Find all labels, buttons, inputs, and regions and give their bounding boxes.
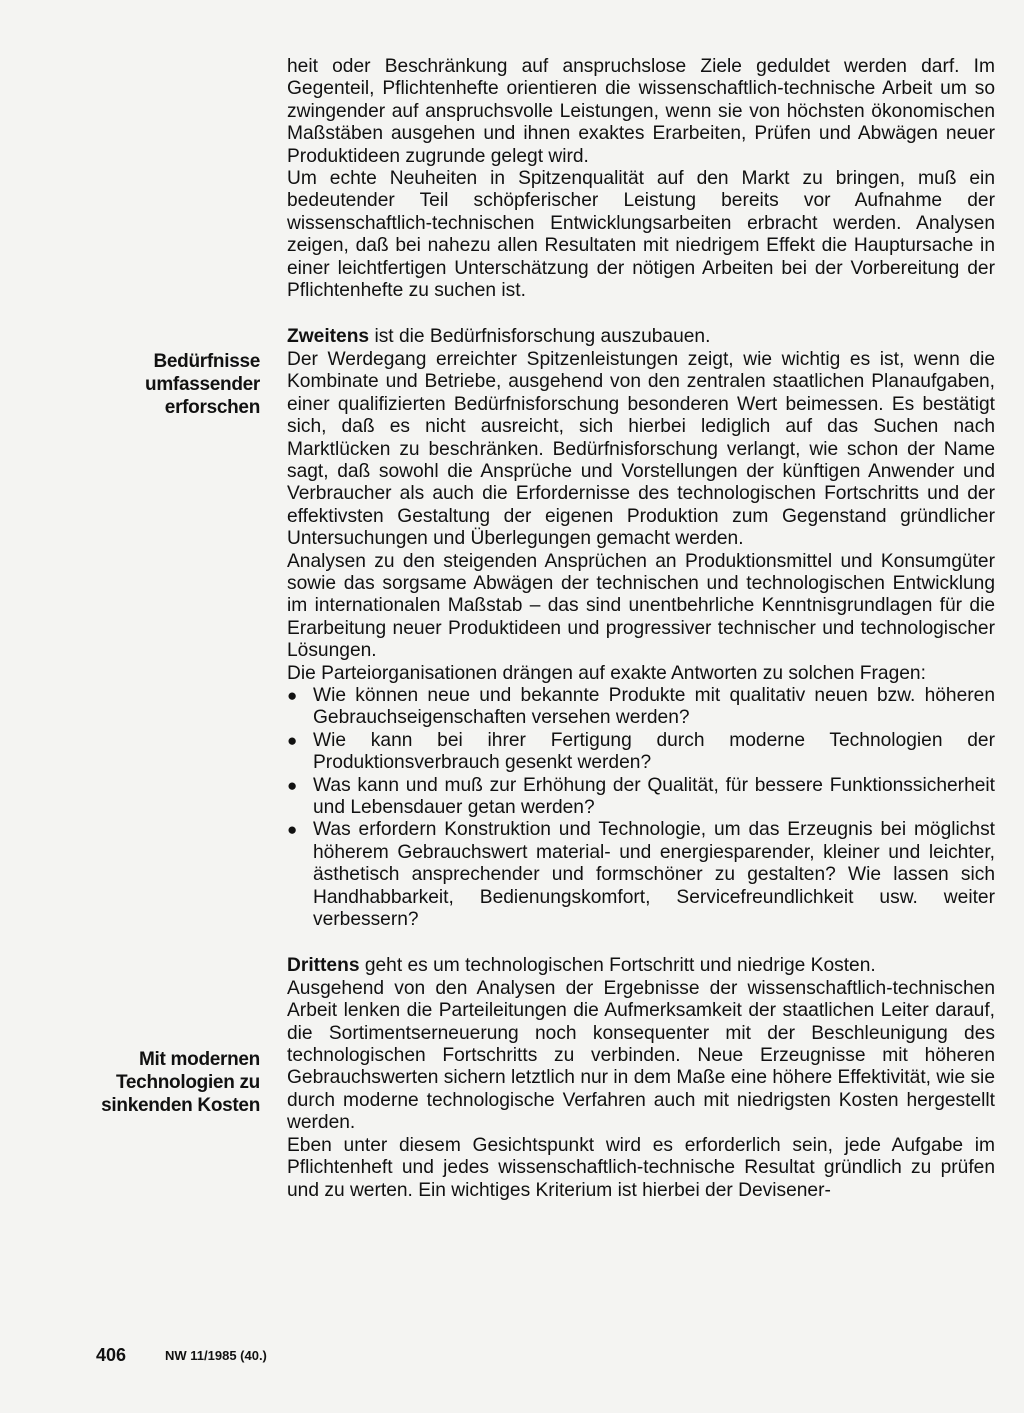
section-three-lead: Drittens (287, 955, 360, 977)
question-list (287, 685, 995, 931)
question-text: Wie kann bei ihrer Fertigung durch moderne Technologien der Produktionsverbrauch gesenkt werden? (313, 729, 995, 774)
margin-note-modern-technologies (100, 1048, 260, 1117)
margin-note-line: umfassender (145, 374, 260, 395)
bullet-icon: ● (287, 730, 298, 750)
bullet-icon: ● (287, 820, 298, 840)
page-number: 406 (96, 1345, 127, 1365)
paragraph-4: Der Werdegang erreichter Spitzenleistungen zeigt, wie wichtig es ist, wenn die Kombinate und Betriebe, ausgehend von den zentralen staatlichen Planaufgaben, einer qualifizierten Bedürfnisforschung besonderen Wert beimessen. Es bestätigt sich, daß es nicht ausreicht, sich hierbei lediglich auf das Suchen nach Marktlücken zu beschränken. Bedürfnisforschung verlangt, wie schon der Name sagt, daß sowohl die Ansprüche und Vorstellungen der künftigen Anwender und Verbraucher als auch die Erfordernisse des technologischen Fortschritts und der effektivsten Gestaltung der eigenen Produktion zum Gegenstand gründlicher Untersuchungen und Überlegungen gemacht werden. (287, 348, 995, 550)
list-item (287, 775, 995, 820)
list-item (287, 819, 995, 931)
margin-note-line: Technologien zu (116, 1072, 260, 1093)
paragraph-8: Ausgehend von den Analysen der Ergebnisse der wissenschaftlich-technischen Arbeit lenken die Parteileitungen die Aufmerksamkeit der staatlichen Leiter darauf, die Sortimentserneuerung noch konsequenter mit der Beschleunigung des technologischen Fortschritts zu verbinden. Neue Erzeugnisse mit höheren Gebrauchswerten sichern letztlich nur in dem Maße eine höhere Effektivität, wie sie durch moderne technologische Verfahren auch mit niedrigsten Kosten hergestellt werden. (287, 977, 995, 1134)
page-footer (0, 1345, 1024, 1369)
list-item (287, 730, 995, 775)
section-two-heading (287, 326, 995, 348)
paragraph-5: Analysen zu den steigenden Ansprüchen an Produktionsmittel und Konsumgüter sowie das sorgsame Abwägen der technischen und technologischen Entwicklung im internationalen Maßstab – das sind unentbehrliche Kenntnisgrundlagen für die Erarbeitung neuer Produktideen und progressiver technischer und technologischer Lösungen. (287, 550, 995, 662)
section-three-heading-text: geht es um technologischen Fortschritt und niedrige Kosten. (359, 955, 876, 977)
bullet-icon: ● (287, 685, 298, 705)
margin-note-line: Mit modernen (139, 1049, 260, 1070)
main-text-column (287, 56, 995, 1202)
margin-note-line: sinkenden Kosten (101, 1095, 260, 1116)
paragraph-1: heit oder Beschränkung auf anspruchslose Ziele geduldet werden darf. Im Gegenteil, Pflichtenhefte orientieren die wissenschaftlich-technische Arbeit um so zwingender auf anspruchsvolle Leistungen, wenn sie von höchsten ökonomischen Maßstäben ausgehen und ihnen exaktes Erarbeiten, Prüfen und Abwägen neuer Produktideen zugrunde gelegt wird. (287, 56, 995, 167)
section-three-heading (287, 955, 995, 977)
journal-reference: NW 11/1985 (40.) (165, 1348, 267, 1363)
section-two-lead: Zweitens (287, 326, 370, 348)
list-item (287, 685, 995, 730)
paragraph-9: Eben unter diesem Gesichtspunkt wird es erforderlich sein, jede Aufgabe im Pflichtenheft und jedes wissenschaftlich-technische Resultat gründlich zu prüfen und zu werten. Ein wichtiges Kriterium ist hierbei der Devisener- (287, 1134, 995, 1201)
paragraph-6: Die Parteiorganisationen drängen auf exakte Antworten zu solchen Fragen: (287, 662, 926, 684)
question-text: Was erfordern Konstruktion und Technologie, um das Erzeugnis bei möglichst höherem Gebrauchswert material- und energiesparender, kleiner und leichter, ästhetisch ansprechender und formschöner zu gestalten? Wie lassen sich Handhabbarkeit, Bedienungskomfort, Servicefreundlichkeit usw. weiter verbessern? (313, 819, 995, 931)
question-text: Was kann und muß zur Erhöhung der Qualität, für bessere Funktionssicherheit und Lebensdauer getan werden? (313, 774, 995, 818)
margin-note-needs-research (100, 350, 260, 419)
margin-note-line: Bedürfnisse (153, 351, 260, 372)
question-text: Wie können neue und bekannte Produkte mit qualitativ neuen bzw. höheren Gebrauchseigenschaften versehen werden? (313, 684, 995, 729)
paragraph-2: Um echte Neuheiten in Spitzenqualität auf den Markt zu bringen, muß ein bedeutender Teil schöpferischer Leistung bereits vor Aufnahme der wissenschaftlich-technischen Entwicklungsarbeiten erbracht werden. Analysen zeigen, daß bei nahezu allen Resultaten mit niedrigem Effekt die Hauptursache in einer leichtfertigen Unterschätzung der nötigen Arbeiten bei der Vorbereitung der Pflichtenhefte zu suchen ist. (287, 168, 995, 302)
section-two-heading-text: ist die Bedürfnisforschung auszubauen. (369, 326, 711, 348)
bullet-icon: ● (287, 775, 298, 795)
margin-note-line: erforschen (164, 397, 260, 418)
